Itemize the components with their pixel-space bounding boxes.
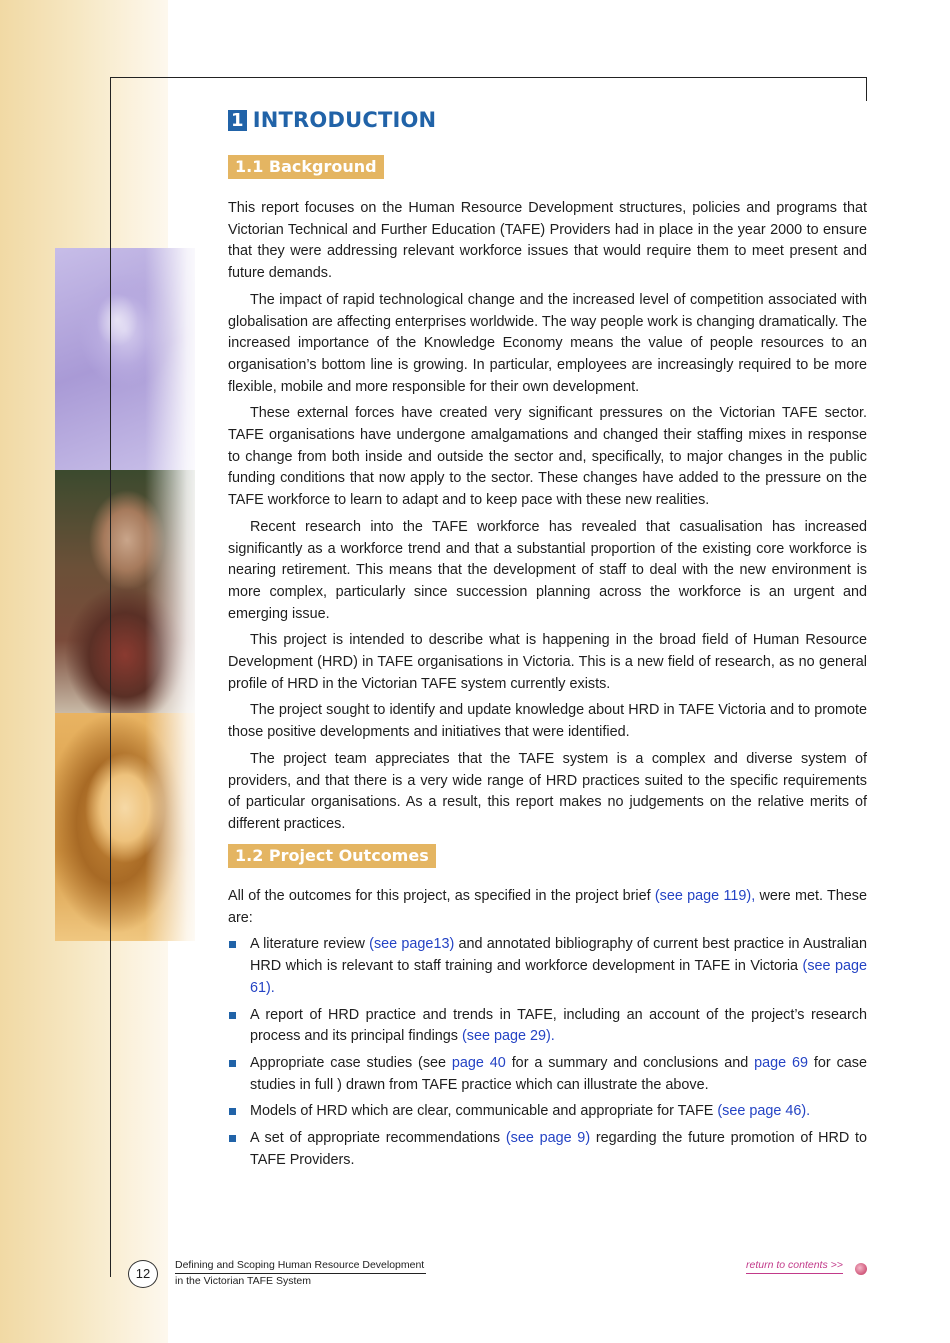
see-page-61-link[interactable]: (see page 61). <box>250 958 868 996</box>
bullet-square-icon <box>229 1060 236 1067</box>
page-title <box>228 108 436 132</box>
text-run: A literature review <box>250 936 370 953</box>
list-item <box>228 1053 867 1096</box>
footer-title-line1: Defining and Scoping Human Resource Development <box>175 1258 426 1274</box>
footer-document-title <box>175 1258 426 1289</box>
photo-fade-overlay <box>145 248 205 941</box>
text-run: regarding the future promotion of HRD to TAFE Providers. <box>250 1130 867 1168</box>
frame-rule-top <box>110 77 867 78</box>
chapter-title: INTRODUCTION <box>252 108 437 132</box>
footer-title-line2: in the Victorian TAFE System <box>175 1275 311 1287</box>
see-page-13-link[interactable]: (see page13) <box>369 936 455 953</box>
list-item <box>228 1005 867 1048</box>
text-run: Appropriate case studies (see <box>250 1054 452 1071</box>
list-item <box>228 1101 867 1123</box>
text-run: A report of HRD practice and trends in TAFE, including an account of the project’s research process and its principal findings <box>250 1006 867 1045</box>
return-dot-icon[interactable] <box>855 1263 867 1275</box>
list-item <box>228 1128 867 1171</box>
bullet-square-icon <box>229 1135 236 1142</box>
frame-rule-left <box>110 77 111 1277</box>
return-to-contents-link[interactable]: return to contents >> <box>746 1258 843 1274</box>
page-number: 12 <box>128 1260 158 1288</box>
see-page-46-link[interactable]: (see page 46). <box>717 1103 811 1120</box>
text-run: A set of appropriate recommendations <box>250 1130 506 1147</box>
outcomes-body <box>228 886 867 1176</box>
text-run: for case studies in full ) drawn from TAFE practice which can illustrate the above. <box>250 1054 867 1093</box>
frame-rule-right <box>866 77 867 101</box>
text-run: All of the outcomes for this project, as specified in the project brief <box>228 888 655 904</box>
paragraph: This project is intended to describe what is happening in the broad field of Human Resource Development (HRD) in TAFE organisations in Victoria. This is a new field of research, as no general profile of HRD in the Victorian TAFE system currently exists. <box>228 632 867 692</box>
outcomes-list <box>228 934 867 1171</box>
page-69-link[interactable]: page 69 <box>754 1054 809 1071</box>
bullet-square-icon <box>229 941 236 948</box>
text-run: and annotated bibliography of current best practice in Australian HRD which is relevant to staff training and workforce development in TAFE in Victoria <box>250 936 868 975</box>
paragraph: These external forces have created very significant pressures on the Victorian TAFE sector. TAFE organisations have undergone amalgamations and changed their staffing mixes in response to change from both inside and outside the sector and, specifically, to major changes in the public funding conditions that now apply to the sector. These changes have added to the pressure on the TAFE workforce to learn to adapt and to keep pace with these new realities. <box>228 405 867 509</box>
paragraph: The project team appreciates that the TAFE system is a complex and diverse system of providers, and that there is a very wide range of HRD practices suited to the specific requirements of particular organisations. As a result, this report makes no judgements on the relative merits of different practices. <box>228 750 867 832</box>
paragraph: The impact of rapid technological change and the increased level of competition associated with globalisation are affecting enterprises worldwide. The way people work is changing dramatically. The increased importance of the Knowledge Economy means the value of people resources to an organisation’s bottom line is growing. In particular, employees are increasingly required to be more flexible, mobile and more responsible for their own development. <box>228 291 867 395</box>
chapter-number: 1 <box>228 110 247 131</box>
see-page-29-link[interactable]: (see page 29). <box>461 1028 555 1045</box>
bullet-square-icon <box>229 1012 236 1019</box>
text-run: were met. These are: <box>228 888 867 926</box>
section-heading-background: 1.1 Background <box>228 155 384 179</box>
bullet-square-icon <box>229 1108 236 1115</box>
see-page-9-link[interactable]: (see page 9) <box>505 1130 591 1147</box>
page-40-link[interactable]: page 40 <box>451 1054 506 1071</box>
paragraph: This report focuses on the Human Resource Development structures, policies and programs that Victorian Technical and Further Education (TAFE) Providers had in place in the year 2000 to ensure that they were addressing relevant workforce issues that would require them to meet present and future demands. <box>228 200 867 282</box>
text-run: Models of HRD which are clear, communicable and appropriate for TAFE <box>250 1103 718 1120</box>
text-run: for a summary and conclusions and <box>505 1054 755 1071</box>
background-body <box>228 198 867 841</box>
paragraph: The project sought to identify and update knowledge about HRD in TAFE Victoria and to promote those positive developments and initiatives that were identified. <box>228 702 867 741</box>
list-item <box>228 934 867 999</box>
outcomes-intro <box>228 886 867 929</box>
section-heading-project-outcomes: 1.2 Project Outcomes <box>228 844 436 868</box>
paragraph: Recent research into the TAFE workforce has revealed that casualisation has increased significantly as a workforce trend and that a substantial proportion of the existing core workforce is nearing retirement. This means that the development of staff to deal with the new environment is more complex, particularly since succession planning across the workforce is an urgent and emerging issue. <box>228 518 867 622</box>
see-page-119-link[interactable]: (see page 119), <box>654 888 756 904</box>
